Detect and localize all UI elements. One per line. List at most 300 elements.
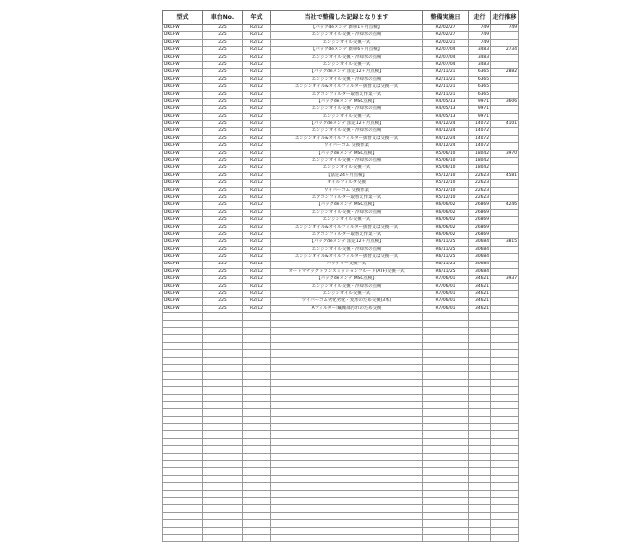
cell-year: R2/12 [243,39,271,46]
cell-chassis-no [203,401,243,408]
empty-table-row [163,342,519,349]
cell-chassis-no: 225 [203,291,243,298]
cell-model: DKLFW [163,283,203,290]
empty-table-row [163,364,519,371]
cell-chassis-no [203,475,243,482]
cell-mileage: 9971 [469,113,491,120]
cell-model [163,394,203,401]
cell-mileage-change [491,143,519,150]
cell-service-description [271,387,423,394]
cell-mileage [469,313,491,320]
cell-mileage-change [491,305,519,312]
cell-service-date [423,394,469,401]
cell-chassis-no: 225 [203,106,243,113]
cell-service-description: 【パックdeメンテ 法定12ヶ月点検】 [271,121,423,128]
cell-model [163,372,203,379]
cell-year [243,527,271,534]
cell-mileage-change [491,534,519,541]
cell-chassis-no [203,357,243,364]
header-year: 年式 [243,11,271,25]
table-header-row [163,11,519,25]
cell-service-description: エンジンオイル交換一式 [271,165,423,172]
cell-model: DKLFW [163,231,203,238]
cell-year [243,446,271,453]
cell-model [163,534,203,541]
cell-mileage [469,335,491,342]
cell-model: DKLFW [163,261,203,268]
cell-mileage-change [491,246,519,253]
cell-model [163,520,203,527]
cell-year: R2/12 [243,217,271,224]
cell-year [243,498,271,505]
cell-year [243,364,271,371]
cell-chassis-no [203,313,243,320]
cell-service-description: エンジンオイル交換・冷却水の点検 [271,54,423,61]
table-row [163,268,519,275]
table-row [163,150,519,157]
cell-year: R2/12 [243,239,271,246]
cell-year [243,520,271,527]
cell-chassis-no: 225 [203,305,243,312]
cell-chassis-no: 225 [203,217,243,224]
table-row [163,121,519,128]
cell-service-date: R4/05/13 [423,98,469,105]
cell-chassis-no: 225 [203,76,243,83]
cell-service-date: R4/12/24 [423,135,469,142]
cell-mileage-change [491,224,519,231]
cell-chassis-no [203,350,243,357]
cell-service-date [423,453,469,460]
cell-year: R2/12 [243,298,271,305]
cell-service-date: R2/11/21 [423,76,469,83]
cell-model [163,328,203,335]
cell-service-description [271,498,423,505]
cell-mileage-change [491,461,519,468]
cell-chassis-no: 225 [203,143,243,150]
cell-year: R2/12 [243,25,271,32]
cell-mileage [469,512,491,519]
cell-mileage-change [491,498,519,505]
table-row [163,172,519,179]
cell-mileage: 9971 [469,98,491,105]
cell-year: R2/12 [243,305,271,312]
cell-mileage-change [491,379,519,386]
cell-service-date [423,475,469,482]
cell-year [243,483,271,490]
cell-service-date [423,438,469,445]
empty-table-row [163,490,519,497]
cell-mileage-change [491,342,519,349]
cell-service-description [271,357,423,364]
cell-model [163,461,203,468]
cell-mileage: 22623 [469,180,491,187]
cell-mileage-change [491,387,519,394]
cell-service-date [423,387,469,394]
cell-model: DKLFW [163,224,203,231]
cell-year: R2/12 [243,276,271,283]
empty-table-row [163,512,519,519]
cell-service-date: R2/11/21 [423,69,469,76]
cell-service-description: エンジンオイル交換・冷却水の点検 [271,158,423,165]
cell-year: R2/12 [243,91,271,98]
cell-mileage: 14072 [469,121,491,128]
cell-service-description: Aフィルター:繊維部汚れのため交換 [271,305,423,312]
cell-service-date [423,401,469,408]
empty-table-row [163,401,519,408]
cell-mileage [469,431,491,438]
cell-service-date [423,483,469,490]
empty-table-row [163,372,519,379]
empty-table-row [163,520,519,527]
cell-mileage-change [491,409,519,416]
cell-year: R2/12 [243,121,271,128]
cell-year: R2/12 [243,150,271,157]
cell-chassis-no: 225 [203,150,243,157]
cell-mileage: 18042 [469,165,491,172]
cell-mileage [469,468,491,475]
cell-year [243,372,271,379]
cell-mileage-change: 3815 [491,239,519,246]
cell-mileage: 30684 [469,268,491,275]
cell-model: DKLFW [163,217,203,224]
cell-chassis-no [203,394,243,401]
table-row [163,276,519,283]
cell-mileage-change: 3606 [491,98,519,105]
cell-model: DKLFW [163,39,203,46]
cell-service-date: R2/07/04 [423,47,469,54]
cell-service-date: R6/11/25 [423,254,469,261]
table-row [163,180,519,187]
cell-model [163,416,203,423]
cell-mileage: 26869 [469,231,491,238]
cell-service-date [423,520,469,527]
cell-model: DKLFW [163,305,203,312]
cell-mileage-change [491,468,519,475]
table-row [163,91,519,98]
cell-service-date: R6/06/02 [423,224,469,231]
cell-mileage-change [491,106,519,113]
cell-model [163,387,203,394]
cell-mileage [469,527,491,534]
table-row [163,254,519,261]
cell-service-date [423,357,469,364]
table-row [163,261,519,268]
cell-chassis-no: 225 [203,165,243,172]
cell-service-description: ワイパーゴム劣化劣化・変形のため交換(3本) [271,298,423,305]
cell-year [243,431,271,438]
cell-year: R2/12 [243,32,271,39]
cell-year [243,357,271,364]
cell-chassis-no: 225 [203,61,243,68]
cell-chassis-no: 225 [203,261,243,268]
cell-mileage [469,453,491,460]
cell-service-description: エンジンオイル交換一式 [271,113,423,120]
empty-table-row [163,313,519,320]
table-row [163,202,519,209]
cell-mileage-change [491,135,519,142]
cell-mileage [469,350,491,357]
cell-mileage: 18042 [469,158,491,165]
table-row [163,143,519,150]
cell-year [243,505,271,512]
cell-year [243,534,271,541]
cell-model [163,379,203,386]
cell-model: DKLFW [163,32,203,39]
cell-mileage: 30684 [469,246,491,253]
cell-year: R2/12 [243,47,271,54]
cell-service-description: エンジンオイル&オイルフィルター抜替又は交換一式 [271,84,423,91]
cell-year: R2/12 [243,143,271,150]
cell-mileage-change [491,446,519,453]
cell-chassis-no: 225 [203,158,243,165]
cell-chassis-no: 225 [203,98,243,105]
cell-service-description: エンジンオイル交換一式 [271,291,423,298]
cell-model [163,364,203,371]
cell-chassis-no: 225 [203,283,243,290]
cell-chassis-no [203,431,243,438]
cell-mileage: 14072 [469,143,491,150]
cell-service-description: 【法定24ヶ月点検】 [271,172,423,179]
header-chassis-no: 車台No. [203,11,243,25]
cell-model [163,424,203,431]
cell-model [163,342,203,349]
cell-year: R2/12 [243,180,271,187]
cell-mileage-change [491,32,519,39]
cell-mileage-change [491,505,519,512]
cell-mileage: 34621 [469,276,491,283]
cell-service-date [423,416,469,423]
cell-service-date: R6/11/25 [423,239,469,246]
cell-chassis-no [203,520,243,527]
cell-service-description [271,342,423,349]
cell-mileage-change [491,194,519,201]
empty-table-row [163,335,519,342]
table-row [163,106,519,113]
cell-service-description [271,490,423,497]
cell-service-date: R7/06/01 [423,291,469,298]
cell-year: R2/12 [243,209,271,216]
cell-mileage: 6365 [469,84,491,91]
cell-model [163,320,203,327]
cell-service-date: R2/02/21 [423,39,469,46]
table-row [163,25,519,32]
cell-service-date: R5/12/10 [423,180,469,187]
cell-mileage-change: 3970 [491,150,519,157]
cell-mileage [469,424,491,431]
cell-service-description: エンジンオイル交換・冷却水の点検 [271,76,423,83]
cell-service-description [271,431,423,438]
cell-chassis-no: 225 [203,194,243,201]
cell-chassis-no: 225 [203,298,243,305]
cell-mileage: 30684 [469,254,491,261]
cell-service-date: R7/06/01 [423,283,469,290]
cell-mileage: 14072 [469,135,491,142]
cell-service-date: R4/12/24 [423,128,469,135]
cell-service-description: エンジンオイル交換・冷却水の点検 [271,209,423,216]
cell-service-date: R7/06/01 [423,305,469,312]
cell-service-date: R7/06/01 [423,298,469,305]
cell-year [243,475,271,482]
cell-service-date: R2/07/04 [423,54,469,61]
table-row [163,113,519,120]
empty-table-row [163,416,519,423]
cell-mileage-change [491,394,519,401]
cell-year [243,335,271,342]
cell-model: DKLFW [163,121,203,128]
cell-model: DKLFW [163,158,203,165]
cell-chassis-no [203,379,243,386]
cell-service-description: エンジンオイル&オイルフィルター抜替又は交換一式 [271,224,423,231]
cell-chassis-no: 225 [203,276,243,283]
cell-mileage-change: 2734 [491,47,519,54]
cell-mileage-change [491,313,519,320]
cell-year: R2/12 [243,135,271,142]
cell-service-description [271,335,423,342]
cell-service-date: R6/06/02 [423,217,469,224]
cell-service-date [423,320,469,327]
cell-chassis-no [203,527,243,534]
cell-mileage [469,534,491,541]
cell-mileage-change [491,298,519,305]
cell-mileage-change [491,91,519,98]
cell-mileage-change [491,84,519,91]
cell-mileage-change [491,217,519,224]
cell-model: DKLFW [163,246,203,253]
cell-service-description: 【パックdeメンテ MSC点検】 [271,98,423,105]
table-row [163,224,519,231]
cell-mileage-change [491,364,519,371]
cell-service-date [423,527,469,534]
cell-mileage [469,520,491,527]
empty-table-row [163,453,519,460]
table-row [163,246,519,253]
cell-service-date: R4/05/13 [423,106,469,113]
cell-model [163,350,203,357]
cell-service-date: R4/12/24 [423,143,469,150]
cell-service-date: R7/06/01 [423,276,469,283]
cell-year: R2/12 [243,254,271,261]
cell-mileage [469,446,491,453]
cell-mileage: 26869 [469,224,491,231]
cell-model: DKLFW [163,143,203,150]
cell-year [243,409,271,416]
cell-model: DKLFW [163,150,203,157]
empty-table-row [163,328,519,335]
cell-mileage: 749 [469,25,491,32]
cell-service-description: エンジンオイル交換・冷却水の点検 [271,32,423,39]
cell-mileage [469,320,491,327]
cell-service-description: エンジンオイル交換一式 [271,61,423,68]
cell-service-description [271,424,423,431]
empty-table-row [163,431,519,438]
cell-service-description [271,409,423,416]
cell-mileage [469,498,491,505]
cell-mileage-change [491,372,519,379]
cell-chassis-no [203,446,243,453]
cell-service-date [423,498,469,505]
cell-year: R2/12 [243,224,271,231]
cell-year [243,394,271,401]
cell-chassis-no [203,490,243,497]
cell-service-description: 【パックdeメンテ 新車6ヶ月点検】 [271,47,423,54]
cell-service-description: エンジンオイル&オイルフィルター抜替又は交換一式 [271,254,423,261]
cell-mileage-change [491,357,519,364]
cell-mileage: 22623 [469,172,491,179]
table-row [163,69,519,76]
empty-table-row [163,446,519,453]
cell-mileage [469,475,491,482]
cell-model [163,438,203,445]
cell-year [243,313,271,320]
cell-chassis-no [203,364,243,371]
cell-mileage: 14072 [469,128,491,135]
cell-year: R2/12 [243,202,271,209]
table-row [163,76,519,83]
cell-chassis-no: 225 [203,47,243,54]
cell-mileage-change [491,328,519,335]
cell-service-description [271,364,423,371]
cell-chassis-no: 225 [203,135,243,142]
cell-service-date: R2/07/04 [423,61,469,68]
empty-table-row [163,498,519,505]
cell-service-date [423,372,469,379]
cell-chassis-no [203,461,243,468]
cell-model [163,446,203,453]
cell-service-description: エンジンオイル交換・冷却水の点検 [271,283,423,290]
cell-year: R2/12 [243,98,271,105]
cell-mileage-change [491,254,519,261]
cell-chassis-no: 225 [203,254,243,261]
cell-model [163,357,203,364]
cell-chassis-no [203,512,243,519]
cell-mileage-change [491,512,519,519]
cell-year [243,320,271,327]
cell-year: R2/12 [243,128,271,135]
cell-model [163,498,203,505]
empty-table-row [163,357,519,364]
cell-service-date: R6/11/25 [423,246,469,253]
cell-year [243,401,271,408]
cell-mileage-change [491,128,519,135]
cell-service-description: エンジンオイル交換一式 [271,217,423,224]
cell-service-description [271,527,423,534]
cell-year [243,342,271,349]
cell-model: DKLFW [163,180,203,187]
cell-model [163,475,203,482]
cell-mileage-change [491,438,519,445]
empty-table-row [163,468,519,475]
table-row [163,298,519,305]
cell-mileage: 6365 [469,69,491,76]
table-row [163,239,519,246]
cell-service-date [423,313,469,320]
empty-table-row [163,320,519,327]
cell-service-description [271,438,423,445]
cell-service-description: オイルフィルタ交換 [271,180,423,187]
cell-mileage [469,328,491,335]
cell-service-description: エンジンオイル&オイルフィルター抜替又は交換一式 [271,135,423,142]
cell-chassis-no [203,328,243,335]
cell-mileage: 6365 [469,91,491,98]
cell-mileage-change [491,520,519,527]
cell-year: R2/12 [243,158,271,165]
cell-mileage: 749 [469,39,491,46]
cell-service-date [423,512,469,519]
cell-mileage-change [491,320,519,327]
cell-service-description [271,505,423,512]
cell-mileage: 26869 [469,217,491,224]
cell-mileage [469,416,491,423]
